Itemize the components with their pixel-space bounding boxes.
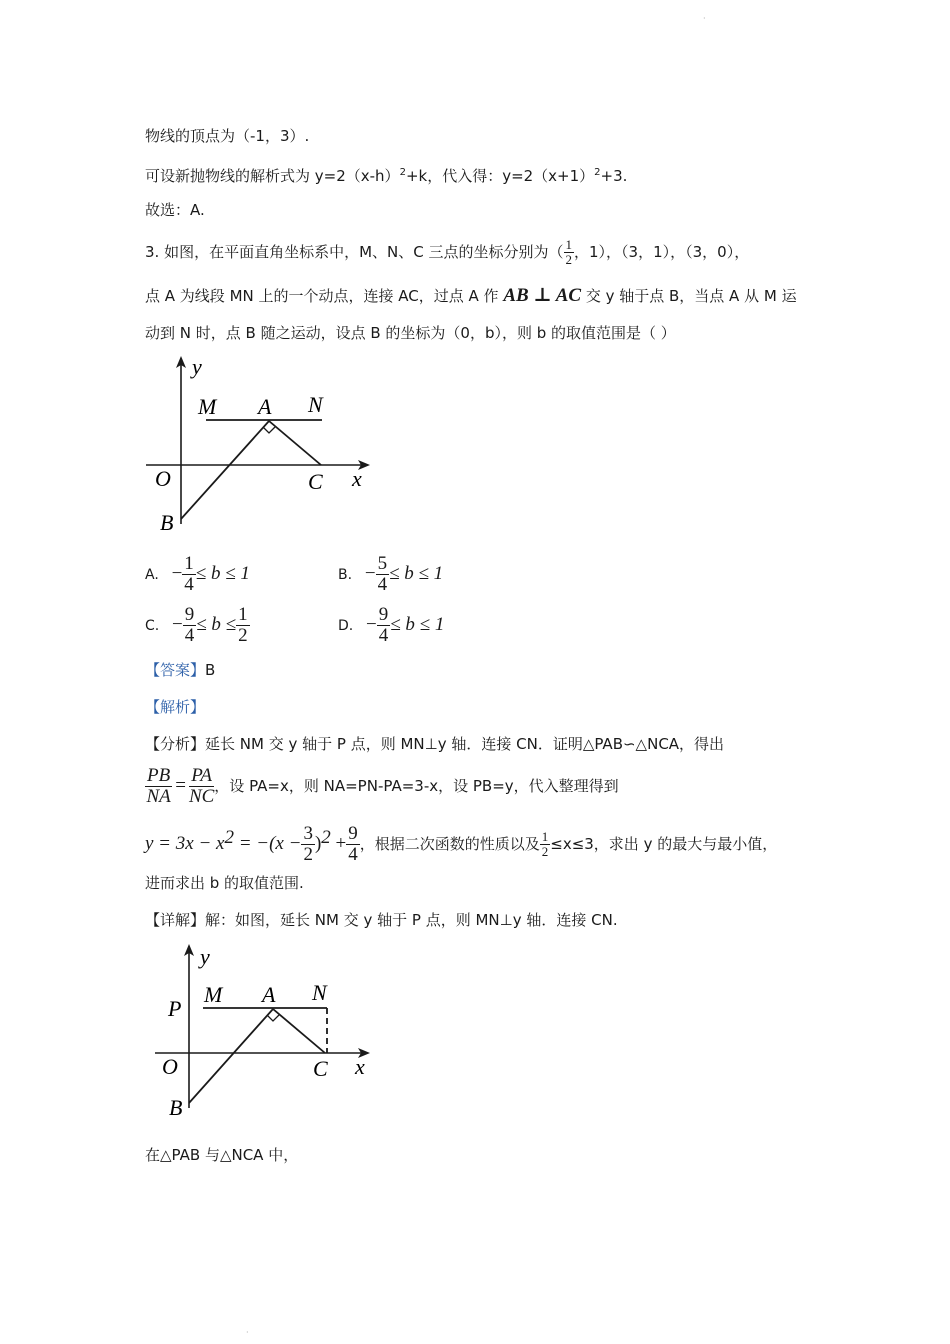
- fenxi-text-3a: ，根据二次函数的性质以及: [359, 835, 540, 853]
- detail-tag: 【详解】: [145, 911, 206, 929]
- perpendicular-expression: AB ⊥ AC: [503, 285, 582, 306]
- fenxi-text-2: ，设 PA=x，则 NA=PN-PA=3-x，设 PB=y，代入整理得到: [214, 777, 619, 795]
- option-d-den: 4: [378, 625, 389, 646]
- question-text-b: ，1），（3，1），（3，0），: [574, 243, 750, 261]
- option-b-num: 5: [377, 553, 388, 574]
- label-o: O: [155, 466, 171, 491]
- text-line-1: 物线的顶点为（-1，3）.: [145, 127, 310, 145]
- formula-frac-9-4: [346, 824, 360, 865]
- text-line-3: 故选：A.: [145, 201, 205, 219]
- question2-text-a: 点 A 为线段 MN 上的一个动点，连接 AC，过点 A 作: [145, 287, 504, 305]
- frac-pb: PB: [147, 765, 171, 786]
- formula-part-a: y = 3x − x: [145, 833, 225, 854]
- fenxi-line-2: [145, 764, 619, 808]
- label-m-2: M: [204, 982, 223, 1007]
- label-n-2: N: [312, 980, 327, 1005]
- option-c-num2: 1: [238, 604, 248, 625]
- option-b[interactable]: [338, 552, 443, 597]
- footer-mark: ·: [246, 1328, 249, 1337]
- text-line-2c: +3.: [600, 167, 628, 185]
- option-d-num: 9: [378, 604, 389, 625]
- right-angle-mark-2: [267, 1015, 279, 1021]
- answer-tag: 【答案】: [145, 661, 206, 679]
- answer-value: B: [205, 661, 216, 679]
- right-angle-mark: [263, 427, 275, 433]
- segment-ab-2: [189, 1009, 273, 1103]
- option-a-num: 1: [184, 553, 194, 574]
- question-line-1: [145, 238, 749, 267]
- analysis-tag: 【解析】: [145, 698, 206, 716]
- text-line-2a: 可设新抛物线的解析式为 y=2（x-h）: [145, 167, 400, 185]
- detail-line: [145, 909, 618, 931]
- option-a-label: A.: [145, 567, 159, 583]
- formula-den-1: 2: [303, 844, 313, 865]
- option-c-minus: −: [172, 614, 183, 635]
- label-b: B: [160, 510, 174, 535]
- header-mark: ·: [703, 14, 706, 23]
- option-c-fraction-2: [236, 605, 250, 646]
- formula-part-d: +: [330, 833, 347, 854]
- option-c-den: 4: [184, 625, 195, 646]
- option-a-den: 4: [184, 574, 194, 595]
- option-b-rest: ≤ b ≤ 1: [389, 563, 444, 584]
- half-den: 2: [541, 844, 549, 859]
- option-d-minus: −: [366, 614, 377, 635]
- segment-ab: [181, 421, 269, 519]
- frac-na: NA: [146, 786, 171, 807]
- formula-frac-3-2: [301, 824, 315, 865]
- option-c[interactable]: [145, 603, 250, 648]
- formula-num-1: 3: [303, 823, 313, 844]
- formula-part-b: = −(x −: [233, 833, 302, 854]
- label-c: C: [308, 469, 323, 494]
- option-a-minus: −: [171, 563, 183, 584]
- option-b-den: 4: [377, 574, 388, 595]
- segment-ac: [269, 421, 321, 465]
- sup-2b: 2: [594, 167, 601, 178]
- option-a-fraction: [182, 554, 196, 595]
- formula-num-2: 9: [348, 823, 358, 844]
- option-c-fraction: [183, 605, 197, 646]
- option-c-label: C.: [145, 618, 160, 634]
- sup-2a: 2: [399, 167, 406, 178]
- detail-text: 解：如图，延长 NM 交 y 轴于 P 点，则 MN⊥y 轴．连接 CN.: [205, 911, 618, 929]
- option-d[interactable]: [338, 603, 444, 648]
- label-n: N: [308, 392, 323, 417]
- question-line-2: [145, 285, 797, 307]
- option-b-label: B.: [338, 567, 353, 583]
- formula-den-2: 4: [348, 844, 358, 865]
- fenxi-line-3: [145, 816, 777, 866]
- text-line-2b: +k，代入得：y=2（x+1）: [405, 167, 595, 185]
- formula-part-c: ): [314, 833, 322, 854]
- label-a-2: A: [262, 982, 276, 1007]
- option-d-fraction: [377, 605, 391, 646]
- figure-1: [140, 352, 380, 542]
- option-c-den2: 2: [238, 625, 248, 646]
- question-text-a: 3. 如图，在平面直角坐标系中，M、N、C 三点的坐标分别为（: [145, 243, 564, 261]
- fenxi-text: 延长 NM 交 y 轴于 P 点，则 MN⊥y 轴．连接 CN．证明△PAB∽△NCA，得出: [205, 735, 725, 753]
- label-b-2: B: [169, 1095, 183, 1120]
- figure-2: [150, 940, 390, 1125]
- segment-ac-2: [273, 1009, 325, 1053]
- half-fraction: [540, 830, 551, 859]
- fraction-pa-nc: [189, 766, 214, 807]
- option-a[interactable]: [145, 552, 250, 597]
- label-o-2: O: [162, 1054, 178, 1079]
- option-b-fraction: [376, 554, 390, 595]
- label-a: A: [258, 394, 272, 419]
- option-c-num: 9: [184, 604, 195, 625]
- frac-pa: PA: [189, 766, 214, 787]
- fenxi-text-3b: ≤x≤3，求出 y 的最大与最小值，: [550, 835, 778, 853]
- option-a-rest: ≤ b ≤ 1: [195, 563, 250, 584]
- answer-line: [145, 659, 215, 681]
- fenxi-line-1: [145, 733, 724, 755]
- label-y: y: [192, 354, 202, 379]
- label-y-2: y: [200, 944, 210, 969]
- label-p: P: [168, 996, 182, 1021]
- option-d-label: D.: [338, 618, 354, 634]
- text-line-2: [145, 162, 627, 187]
- half-num: 1: [541, 829, 549, 844]
- fenxi-line-4: 进而求出 b 的取值范围.: [145, 874, 304, 892]
- option-d-rest: ≤ b ≤ 1: [390, 614, 445, 635]
- formula-sup-2: 2: [321, 827, 331, 848]
- option-b-minus: −: [364, 563, 376, 584]
- last-line: 在△PAB 与△NCA 中，: [145, 1146, 299, 1164]
- formula-sup-1: 2: [224, 827, 234, 848]
- equals-sign: =: [175, 775, 186, 796]
- fenxi-tag: 【分析】: [145, 735, 206, 753]
- option-c-mid: ≤ b ≤: [196, 614, 237, 635]
- question-frac-num: 1: [565, 237, 572, 252]
- question-frac-den: 2: [565, 252, 572, 267]
- frac-nc: NC: [188, 786, 215, 807]
- question2-text-b: 交 y 轴于点 B，当点 A 从 M 运: [581, 287, 797, 305]
- label-c-2: C: [313, 1056, 328, 1081]
- label-x-2: x: [355, 1054, 365, 1079]
- question-line-3: 动到 N 时，点 B 随之运动，设点 B 的坐标为（0，b），则 b 的取值范围是（ ）: [145, 324, 676, 342]
- fraction-pb-na: [145, 766, 172, 807]
- label-x: x: [352, 466, 362, 491]
- label-m: M: [198, 394, 217, 419]
- question-fraction: [564, 238, 575, 267]
